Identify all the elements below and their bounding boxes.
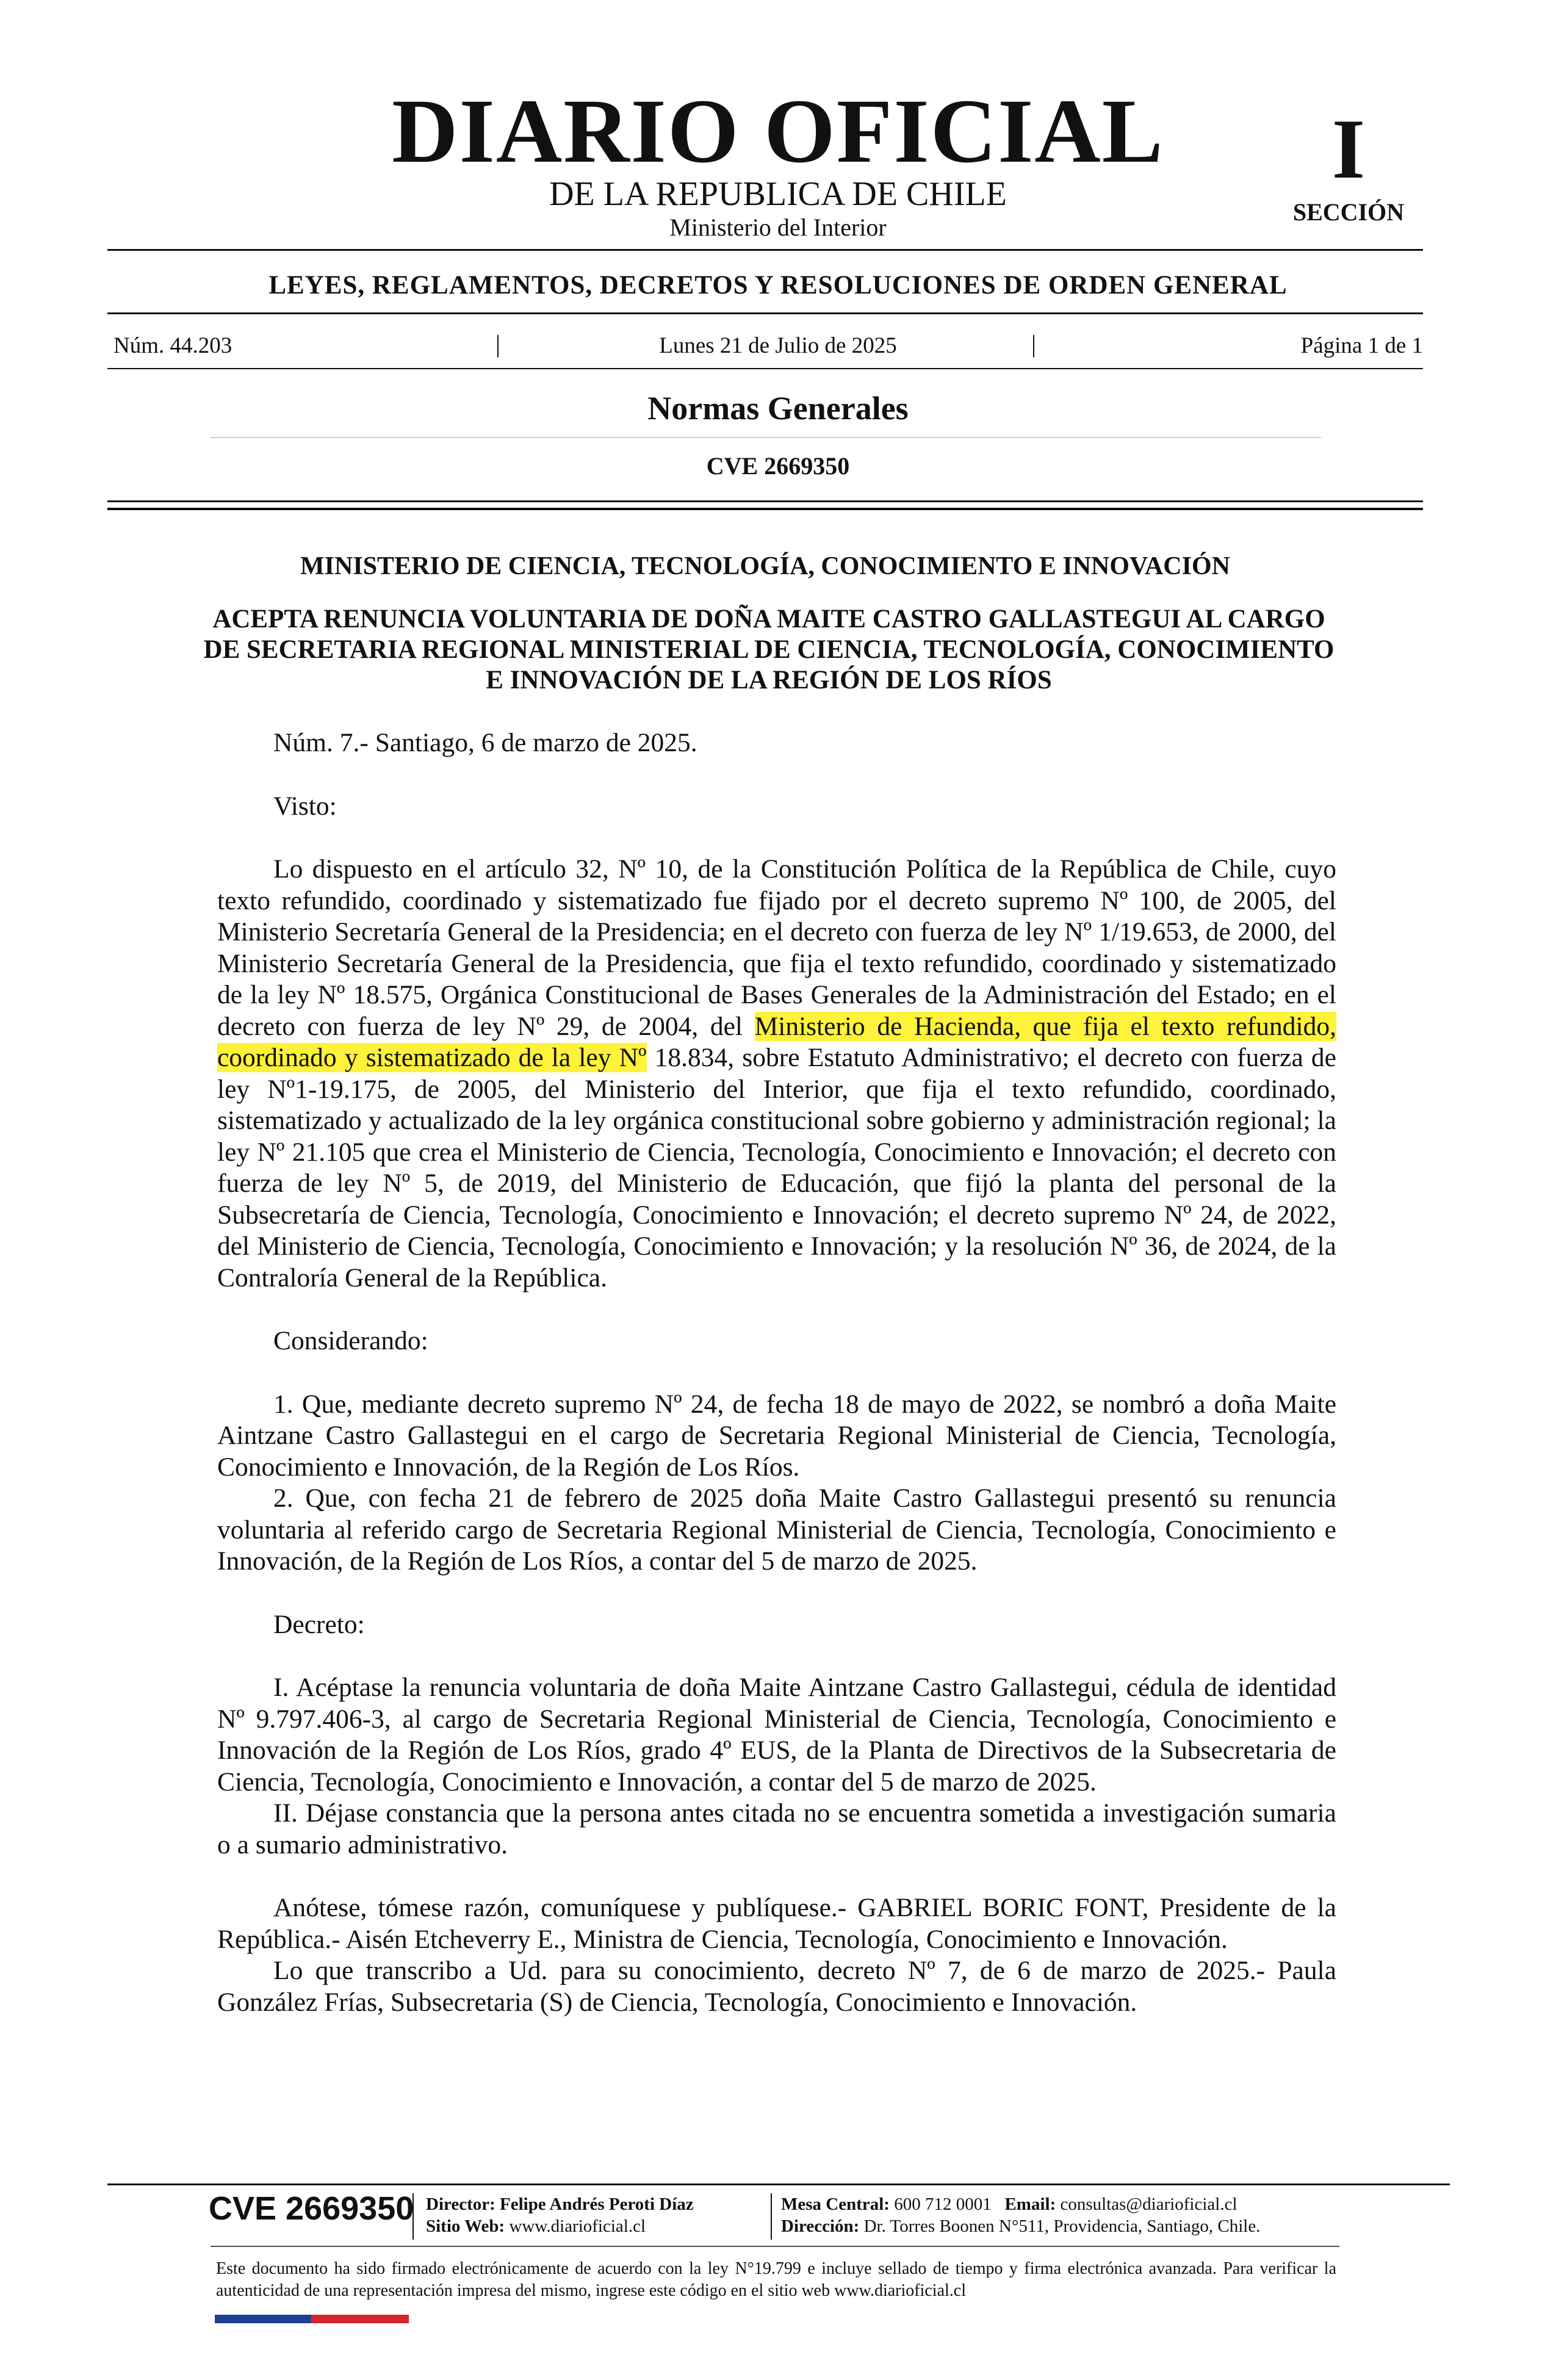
phone-label: Mesa Central: <box>781 2194 890 2214</box>
masthead-title: DIARIO OFICIAL <box>392 81 1164 182</box>
header-double-rule-top <box>107 500 1423 502</box>
website-label: Sitio Web: <box>426 2216 505 2236</box>
section-title: Normas Generales <box>647 390 909 427</box>
considerando-label: Considerando: <box>273 1326 428 1355</box>
footer-contact-block <box>781 2193 1260 2237</box>
cve-code: CVE 2669350 <box>706 452 850 480</box>
visto-label: Visto: <box>273 791 337 821</box>
email-link[interactable]: consultas@diarioficial.cl <box>1060 2194 1237 2214</box>
decree-body <box>217 727 1336 2018</box>
visto-paragraph <box>217 854 1336 1294</box>
ministry-heading: MINISTERIO DE CIENCIA, TECNOLOGÍA, CONOCIMIENTO E INNOVACIÓN <box>300 552 1230 580</box>
footer-separator <box>771 2193 772 2240</box>
decree-title: ACEPTA RENUNCIA VOLUNTARIA DE DOÑA MAITE CASTRO GALLASTEGUI AL CARGO DE SECRETARIA REGIONAL MINISTERIAL DE CIENCIA, TECNOLOGÍA, CONOCIMIENTO E INNOVACIÓN DE LA REGIÓN DE LOS RÍOS <box>203 605 1334 694</box>
footer-divider <box>107 2183 1450 2185</box>
visto-text-start: Lo dispuesto en el artículo 32, Nº 10, de la Constitución Política de la República de Chile, cuyo texto refundido, coordinado y sistematizado fue fijado por el decreto supremo Nº 100, de 2005, del Ministerio Secretaría General de la Presidencia; en el decreto con fuerza de ley Nº 1/19.653, de 2000, del Ministerio Secretaría General de la Presidencia, que fija el texto refundido, coordinado y sistematizado de la ley Nº 18.575, Orgánica Constitucional de Bases Generales de la Administración del Estado; en el decreto con fuerza de ley Nº 29, de 2004, del <box>217 854 1336 1041</box>
decree-opening: Núm. 7.- Santiago, 6 de marzo de 2025. <box>273 728 697 757</box>
section-numeral: I <box>1331 102 1366 197</box>
meta-separator: | <box>495 330 501 358</box>
footer-separator <box>412 2193 414 2240</box>
director-name: Felipe Andrés Peroti Díaz <box>500 2194 694 2214</box>
masthead-ministry: Ministerio del Interior <box>669 214 887 241</box>
decreto-article-2: II. Déjase constancia que la persona antes citada no se encuentra sometida a investigación sumaria o a sumario administrativo. <box>217 1798 1336 1859</box>
section-divider <box>211 437 1321 438</box>
address-label: Dirección: <box>781 2216 860 2236</box>
meta-separator: | <box>1031 330 1037 358</box>
header-double-rule-bottom <box>107 508 1423 510</box>
closing-transcription: Lo que transcribo a Ud. para su conocimiento, decreto Nº 7, de 6 de marzo de 2025.- Paula González Frías, Subsecretaria (S) de Ciencia, Tecnología, Conocimiento e Innovación. <box>217 1956 1336 2017</box>
issue-date: Lunes 21 de Julio de 2025 <box>659 333 897 358</box>
meta-divider <box>107 368 1423 369</box>
category-divider <box>107 312 1423 314</box>
footer-cve: CVE 2669350 <box>209 2190 414 2227</box>
email-label: Email: <box>1004 2194 1056 2214</box>
closing-signatures: Anótese, tómese razón, comuníquese y publíquese.- GABRIEL BORIC FONT, Presidente de la República.- Aisén Etcheverry E., Ministra de Ciencia, Tecnología, Conocimiento e Innovación. <box>217 1893 1336 1954</box>
flag-stripe-blue <box>215 2315 311 2323</box>
footer-legal-notice: Este documento ha sido firmado electrónicamente de acuerdo con la ley N°19.799 e incluye sellado de tiempo y firma electrónica avanzada. Para verificar la autenticidad de una representación impresa del mismo, ingrese este código en el sitio web www.diarioficial.cl <box>216 2259 1336 2300</box>
page-indicator: Página 1 de 1 <box>1300 333 1423 358</box>
considerando-1: 1. Que, mediante decreto supremo Nº 24, de fecha 18 de mayo de 2022, se nombró a doña Maite Aintzane Castro Gallastegui en el cargo de Secretaria Regional Ministerial de Ciencia, Tecnología, Conocimiento e Innovación, de la Región de Los Ríos. <box>217 1389 1336 1482</box>
decreto-label: Decreto: <box>273 1609 365 1639</box>
issue-number: Núm. 44.203 <box>113 333 232 358</box>
website-link[interactable]: www.diarioficial.cl <box>509 2216 646 2236</box>
section-label: SECCIÓN <box>1292 198 1405 226</box>
footer-legal-divider <box>211 2246 1339 2247</box>
considerando-2: 2. Que, con fecha 21 de febrero de 2025 doña Maite Castro Gallastegui presentó su renuncia voluntaria al referido cargo de Secretaria Regional Ministerial de Ciencia, Tecnología, Conocimiento e Innovación, de la Región de Los Ríos, a contar del 5 de marzo de 2025. <box>217 1484 1336 1576</box>
decreto-article-1: I. Acéptase la renuncia voluntaria de doña Maite Aintzane Castro Gallastegui, cédula de identidad Nº 9.797.406-3, al cargo de Secretaria Regional Ministerial de Ciencia, Tecnología, Conocimiento e Innovación de la Región de Los Ríos, grado 4º EUS, de la Planta de Directivos de la Subsecretaria de Ciencia, Tecnología, Conocimiento e Innovación, a contar del 5 de marzo de 2025. <box>217 1673 1336 1797</box>
visto-text-end: 18.834, sobre Estatuto Administrativo; el decreto con fuerza de ley Nº1-19.175, de 2005, del Ministerio del Interior, que fija el texto refundido, coordinado, sistematizado y actualizado de la ley orgánica constitucional sobre gobierno y administración regional; la ley Nº 21.105 que crea el Ministerio de Ciencia, Tecnología, Conocimiento e Innovación; el decreto con fuerza de ley Nº 5, de 2019, del Ministerio de Educación, que fijó la planta del personal de la Subsecretaría de Ciencia, Tecnología, Conocimiento e Innovación; el decreto supremo Nº 24, de 2022, del Ministerio de Ciencia, Tecnología, Conocimiento e Innovación; y la resolución Nº 36, de 2024, de la Contraloría General de la República. <box>217 1043 1336 1293</box>
flag-stripe-red <box>311 2315 409 2323</box>
highlighted-text: Ministerio de Hacienda, que fija el texto refundido, coordinado y sistematizado de la ley Nº <box>217 1011 1336 1072</box>
address-value: Dr. Torres Boonen N°511, Providencia, Santiago, Chile. <box>863 2216 1261 2236</box>
director-label: Director: <box>426 2194 495 2214</box>
footer-director-block <box>426 2193 694 2237</box>
masthead-divider <box>107 249 1423 251</box>
category-heading: LEYES, REGLAMENTOS, DECRETOS Y RESOLUCIONES DE ORDEN GENERAL <box>268 271 1288 300</box>
masthead-subtitle: DE LA REPUBLICA DE CHILE <box>549 175 1007 213</box>
phone-value: 600 712 0001 <box>894 2194 992 2214</box>
